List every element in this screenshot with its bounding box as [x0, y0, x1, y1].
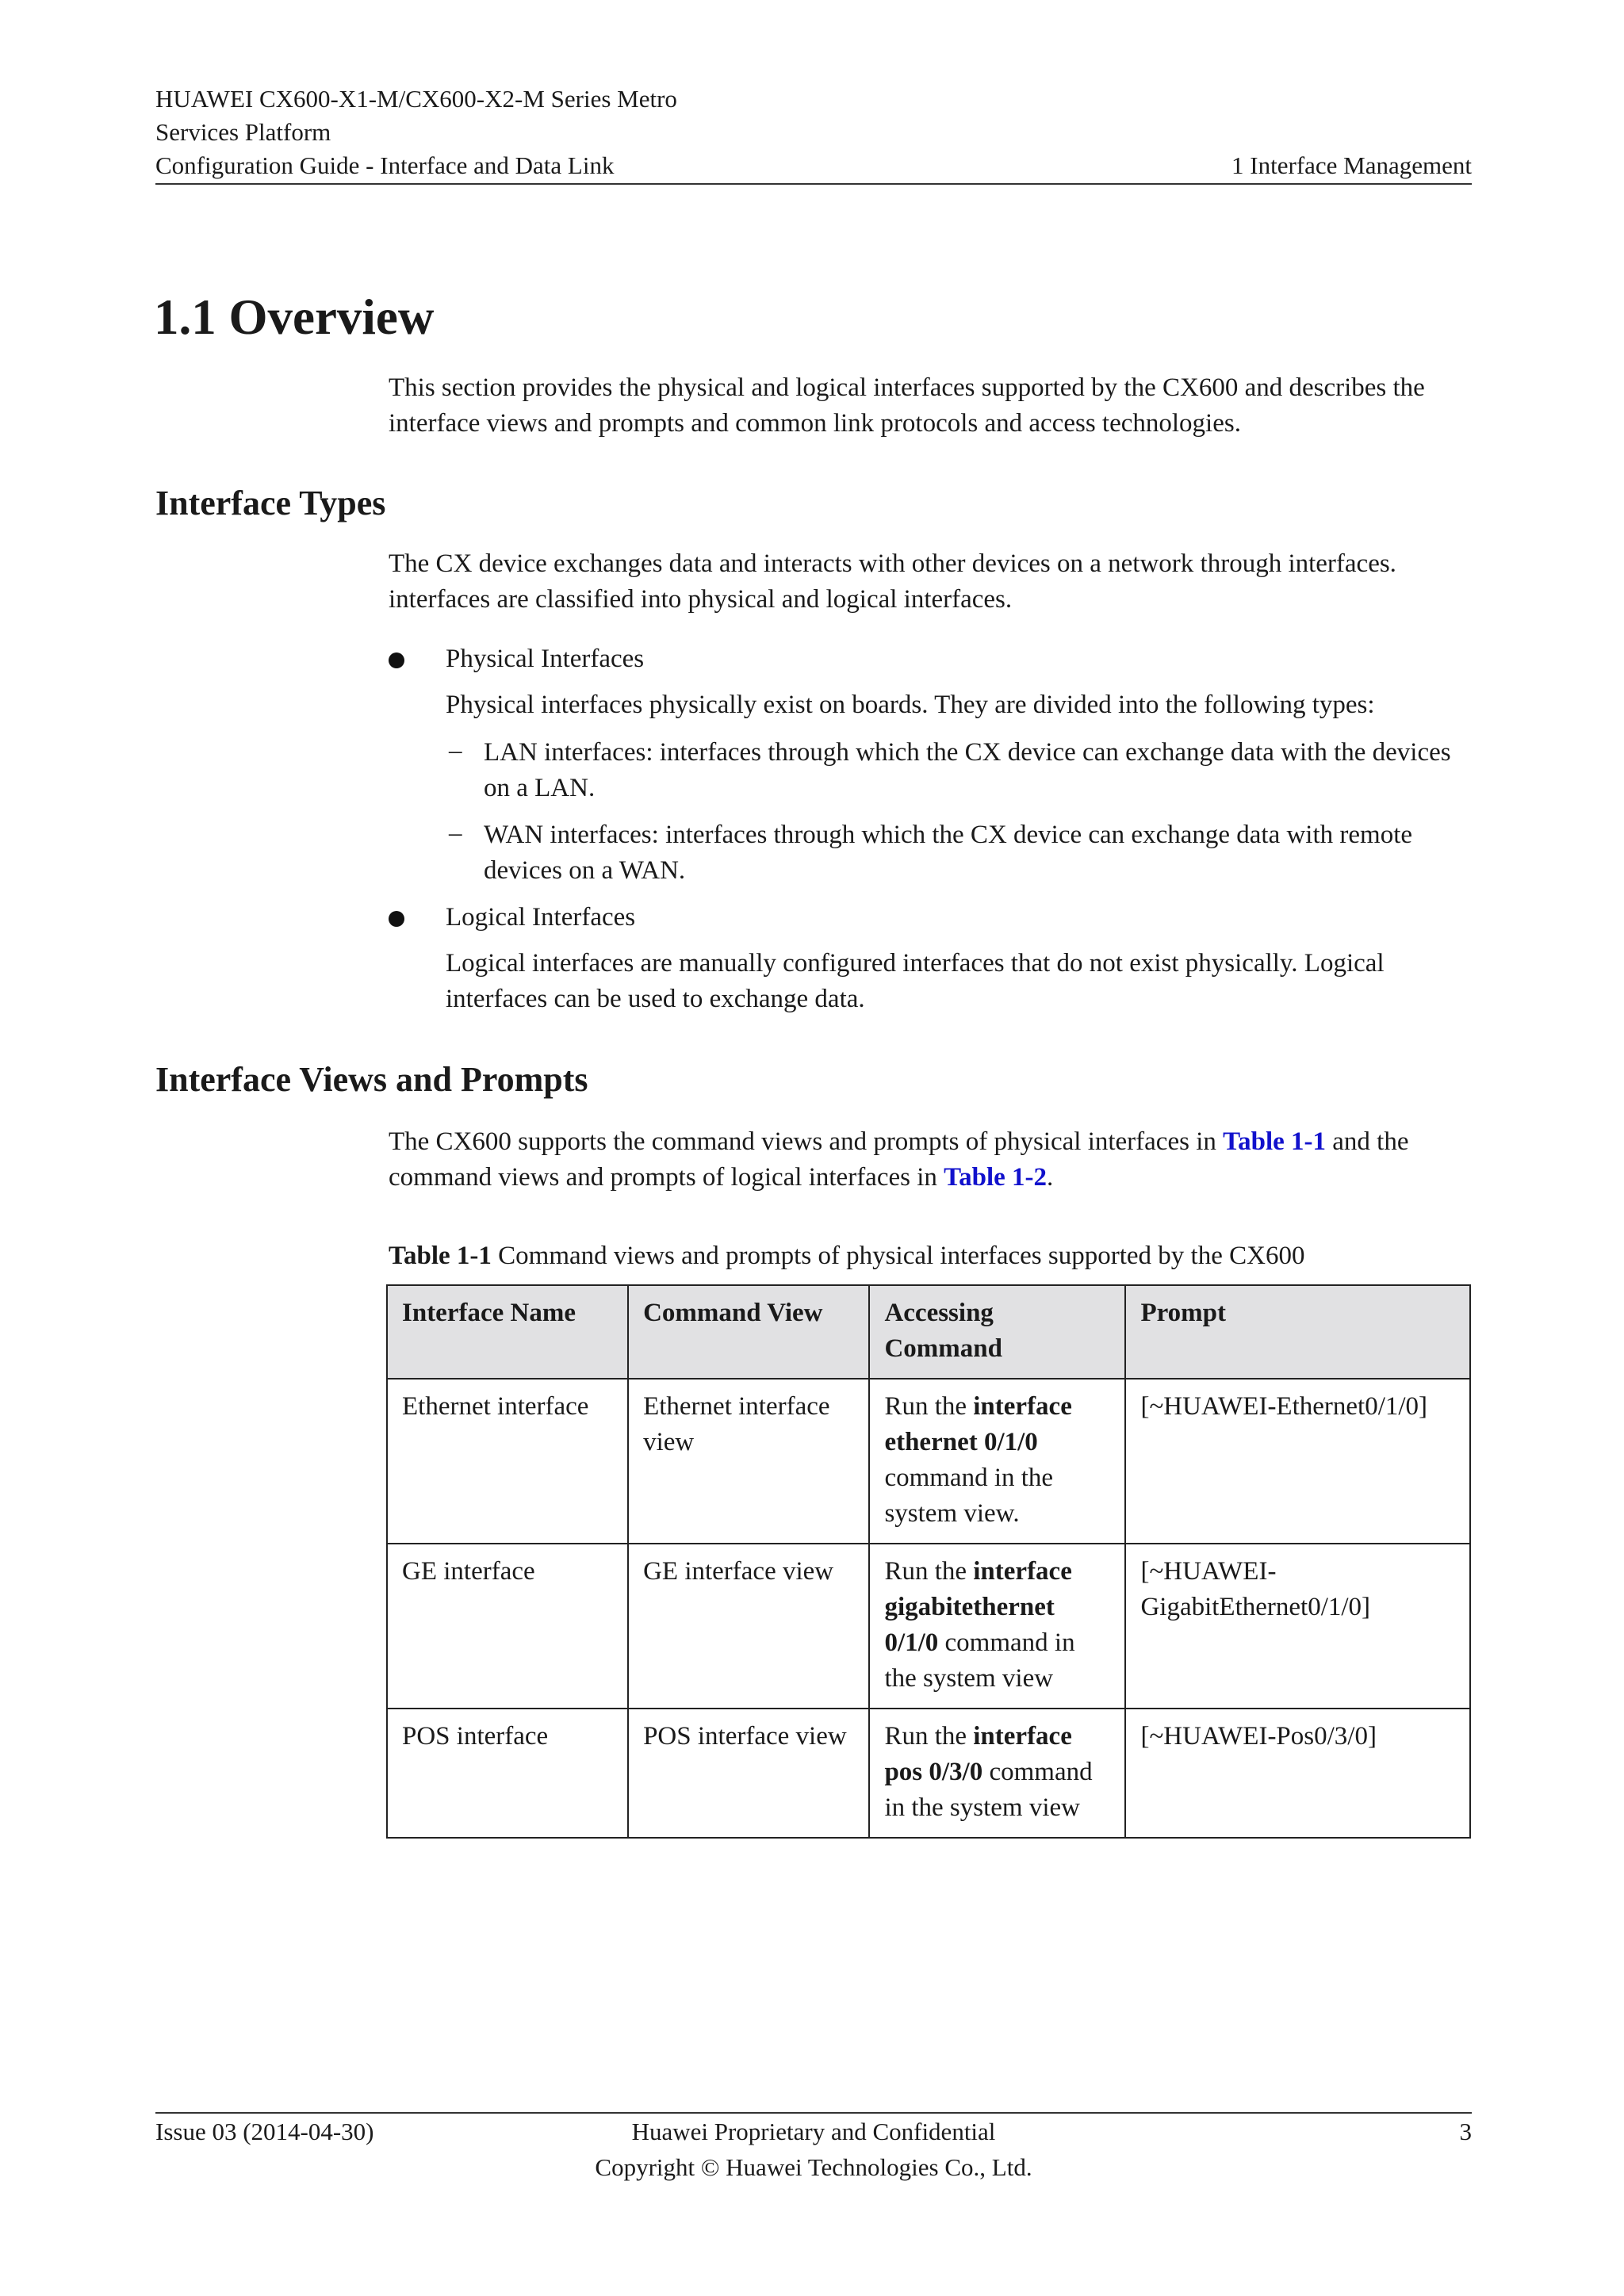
- dash-icon: –: [449, 737, 462, 765]
- views-prompts-paragraph: [389, 1124, 1475, 1196]
- cell-accessing-command: [869, 1709, 1125, 1838]
- header-divider: [155, 183, 1472, 185]
- header-platform-line: Services Platform: [155, 118, 331, 146]
- views-prompts-text-2: and the command views and prompts of logical interfaces in: [389, 1127, 1409, 1192]
- views-prompts-text-3: .: [1047, 1163, 1054, 1192]
- wan-interfaces-item: WAN interfaces: interfaces through which the CX device can exchange data with remote devices on a WAN.: [484, 821, 1413, 885]
- views-prompts-heading: Interface Views and Prompts: [155, 1060, 588, 1099]
- page-header: [155, 82, 1472, 182]
- cmd-keyword: interface ethernet 0/1/0: [884, 1392, 1072, 1456]
- cell-prompt: [~HUAWEI-Pos0/3/0]: [1125, 1709, 1470, 1838]
- header-guide-title: Configuration Guide - Interface and Data Link: [155, 151, 615, 179]
- cell-prompt: [~HUAWEI-Ethernet0/1/0]: [1125, 1379, 1470, 1544]
- footer-confidentiality: [155, 2114, 1472, 2185]
- section-title: 1.1 Overview: [154, 289, 435, 345]
- cell-accessing-command: [869, 1544, 1125, 1709]
- bullet-icon: [389, 652, 404, 668]
- table-caption-label: Table 1-1: [389, 1242, 492, 1270]
- physical-interfaces-label: Physical Interfaces: [446, 645, 645, 673]
- cmd-prefix: Run the: [884, 1722, 974, 1751]
- header-prompt: Prompt: [1125, 1285, 1470, 1379]
- intro-paragraph: This section provides the physical and logical interfaces supported by the CX600 and describes the interface views and prompts and common link protocols and access technologies.: [389, 373, 1425, 438]
- table-caption-text: Command views and prompts of physical interfaces supported by the CX600: [491, 1242, 1305, 1270]
- table-1-1-link[interactable]: Table 1-1: [1223, 1127, 1327, 1156]
- cmd-suffix: command in the system view: [884, 1628, 1075, 1693]
- interface-table: [386, 1284, 1471, 1839]
- lan-interfaces-item: LAN interfaces: interfaces through which the CX device can exchange data with the devices on a LAN.: [484, 738, 1451, 802]
- cmd-keyword: interface pos 0/3/0: [884, 1722, 1072, 1786]
- physical-interfaces-desc: Physical interfaces physically exist on boards. They are divided into the following types:: [446, 691, 1375, 719]
- cell-command-view: POS interface view: [628, 1709, 869, 1838]
- header-interface-name: Interface Name: [387, 1285, 628, 1379]
- cell-interface-name: POS interface: [387, 1709, 628, 1838]
- cell-command-view: GE interface view: [628, 1544, 869, 1709]
- footer-proprietary: Huawei Proprietary and Confidential: [631, 2118, 996, 2145]
- cmd-keyword: interface gigabitethernet 0/1/0: [884, 1557, 1072, 1657]
- interface-types-heading: Interface Types: [155, 484, 386, 522]
- header-command-view: Command View: [628, 1285, 869, 1379]
- header-product-line: HUAWEI CX600-X1-M/CX600-X2-M Series Metro: [155, 85, 677, 113]
- cell-accessing-command: [869, 1379, 1125, 1544]
- page-number: 3: [1459, 2118, 1472, 2145]
- logical-interfaces-label: Logical Interfaces: [446, 903, 636, 932]
- cmd-suffix: command in the system view: [884, 1758, 1093, 1822]
- table-caption: [389, 1238, 1304, 1274]
- cell-command-view: Ethernet interface view: [628, 1379, 869, 1544]
- footer-copyright: Copyright © Huawei Technologies Co., Ltd.: [595, 2153, 1032, 2181]
- table-row: [387, 1379, 1470, 1544]
- bullet-icon: [389, 911, 404, 927]
- table-header-row: [387, 1285, 1470, 1379]
- table-row: [387, 1709, 1470, 1838]
- logical-interfaces-desc: Logical interfaces are manually configured interfaces that do not exist physically. Logical interfaces can be used to exchange data.: [446, 949, 1385, 1013]
- table-1-2-link[interactable]: Table 1-2: [944, 1163, 1048, 1192]
- header-accessing-command: Accessing Command: [869, 1285, 1125, 1379]
- dash-icon: –: [449, 819, 462, 848]
- interface-types-paragraph: The CX device exchanges data and interacts with other devices on a network through interfaces. interfaces are classified into physical and logical interfaces.: [389, 549, 1396, 614]
- footer-issue: Issue 03 (2014-04-30): [155, 2118, 374, 2145]
- cell-interface-name: Ethernet interface: [387, 1379, 628, 1544]
- header-chapter-title: 1 Interface Management: [1231, 151, 1472, 179]
- table-row: [387, 1544, 1470, 1709]
- cell-prompt: [~HUAWEI-GigabitEthernet0/1/0]: [1125, 1544, 1470, 1709]
- cell-interface-name: GE interface: [387, 1544, 628, 1709]
- cmd-prefix: Run the: [884, 1392, 974, 1421]
- views-prompts-text-1: The CX600 supports the command views and prompts of physical interfaces in: [389, 1127, 1224, 1156]
- cmd-suffix: command in the system view.: [884, 1464, 1054, 1528]
- cmd-prefix: Run the: [884, 1557, 974, 1586]
